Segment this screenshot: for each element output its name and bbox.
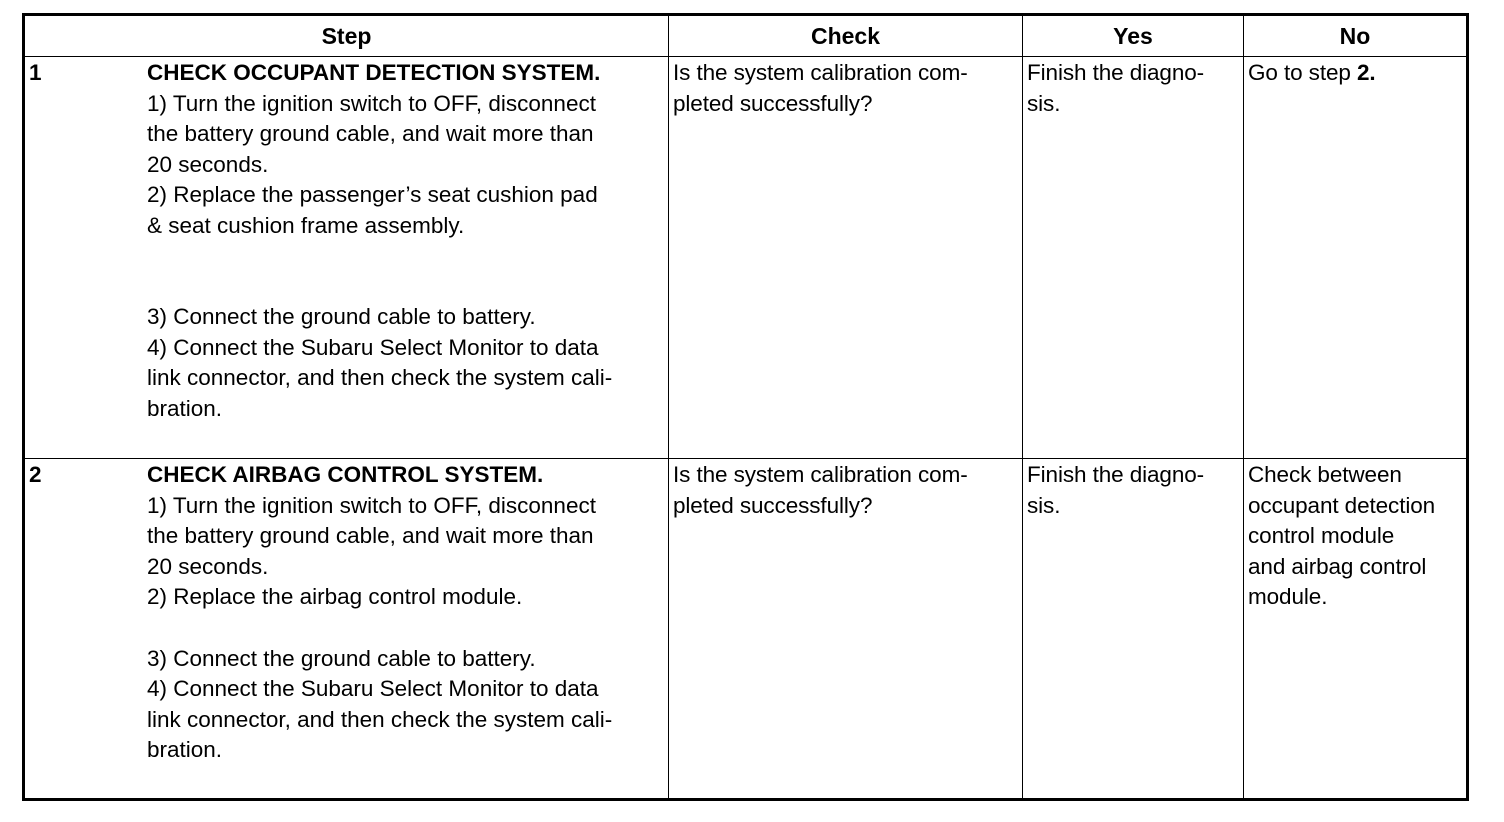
yes-line: Finish the diagno- (1027, 60, 1205, 85)
check-line: pleted successfully? (673, 492, 873, 518)
step-number: 1 (29, 60, 42, 85)
no-line: occupant detection (1248, 492, 1436, 518)
step-line: 3) Connect the ground cable to battery. (147, 304, 536, 329)
step-body (147, 57, 668, 424)
step-line: 1) Turn the ignition switch to OFF, disconnect (147, 90, 596, 116)
step-line: & seat cushion frame assembly. (147, 212, 465, 238)
step-line: 20 seconds. (147, 553, 269, 579)
table-row (24, 459, 1468, 800)
header-row (24, 15, 1468, 57)
step-cell (24, 57, 669, 459)
step-line: 4) Connect the Subaru Select Monitor to data (147, 334, 599, 360)
check-cell (669, 57, 1023, 459)
header-step: Step (24, 15, 669, 57)
header-yes: Yes (1023, 15, 1244, 57)
step-number: 2 (29, 462, 42, 487)
goto-step-link: 2. (1356, 60, 1376, 85)
step-title: CHECK OCCUPANT DETECTION SYSTEM. (147, 60, 601, 85)
step-line: bration. (147, 737, 223, 762)
yes-cell (1023, 459, 1244, 800)
no-cell (1244, 459, 1468, 800)
no-line (1248, 58, 1462, 89)
step-line: 2) Replace the passenger’s seat cushion pad (147, 182, 598, 207)
step-line: 3) Connect the ground cable to battery. (147, 645, 536, 671)
step-body (147, 459, 668, 766)
step-title: CHECK AIRBAG CONTROL SYSTEM. (147, 462, 544, 487)
check-line: Is the system calibration com- (673, 60, 968, 85)
step-line: 2) Replace the airbag control module. (147, 584, 523, 609)
yes-line: sis. (1027, 90, 1061, 116)
step-cell (24, 459, 669, 800)
step-line: the battery ground cable, and wait more than (147, 121, 594, 146)
spacer (147, 241, 664, 302)
step-line: 20 seconds. (147, 151, 269, 177)
step-line: link connector, and then check the system cali- (147, 706, 613, 732)
check-line: pleted successfully? (673, 90, 873, 116)
check-cell (669, 459, 1023, 800)
spacer (147, 613, 664, 644)
yes-line: sis. (1027, 492, 1061, 518)
no-prefix: Go to step (1248, 60, 1357, 85)
step-line: bration. (147, 395, 223, 421)
header-check: Check (669, 15, 1023, 57)
step-line: the battery ground cable, and wait more than (147, 523, 594, 548)
no-cell (1244, 57, 1468, 459)
diagnostic-table (22, 13, 1469, 801)
no-line: and airbag control (1248, 553, 1427, 579)
no-line: Check between (1248, 462, 1402, 487)
yes-cell (1023, 57, 1244, 459)
no-line: module. (1248, 584, 1328, 609)
step-line: link connector, and then check the system cali- (147, 365, 613, 390)
step-line: 1) Turn the ignition switch to OFF, disconnect (147, 492, 596, 518)
yes-line: Finish the diagno- (1027, 462, 1205, 487)
header-no: No (1244, 15, 1468, 57)
step-line: 4) Connect the Subaru Select Monitor to data (147, 676, 599, 701)
check-line: Is the system calibration com- (673, 462, 968, 487)
table-row (24, 57, 1468, 459)
no-line: control module (1248, 523, 1395, 548)
